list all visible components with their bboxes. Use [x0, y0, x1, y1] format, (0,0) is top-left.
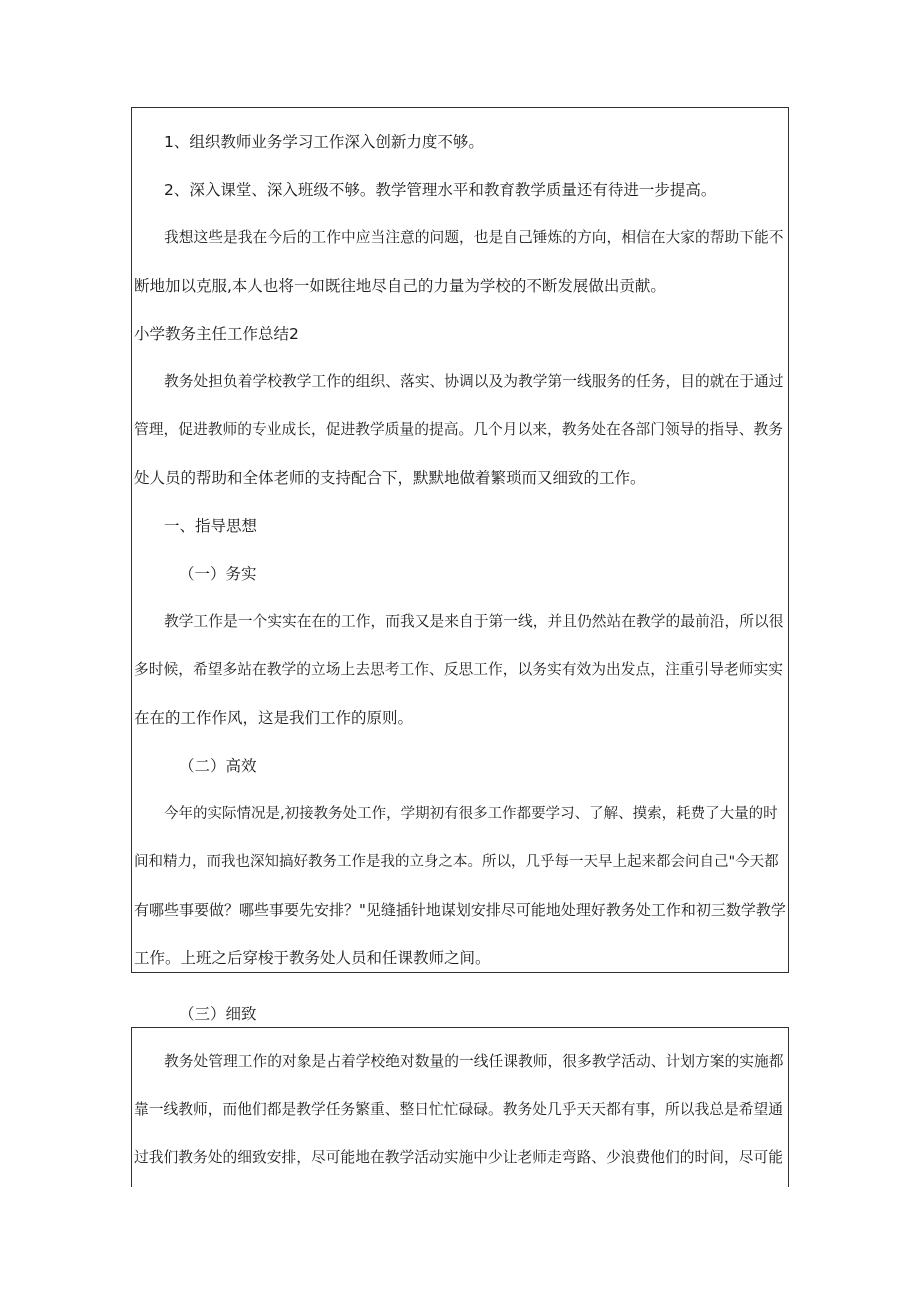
- paragraph-line: 处人员的帮助和全体老师的支持配合下，默默地做着繁琐而又细致的工作。: [134, 469, 646, 487]
- paragraph-line: 工作。上班之后穿梭于教务处人员和任课教师之间。: [134, 949, 491, 967]
- paragraph-line: 有哪些事要做？哪些事要先安排？"见缝插针地谋划安排尽可能地处理好教务处工作和初三数学教学: [134, 901, 786, 919]
- list-item-1: 1、组织教师业务学习工作深入创新力度不够。: [164, 133, 484, 151]
- paragraph-line: 我想这些是我在今后的工作中应当注意的问题，也是自己锤炼的方向，相信在大家的帮助下能不: [164, 229, 784, 246]
- paragraph-line: 教务处管理工作的对象是占着学校绝对数量的一线任课教师，很多教学活动、计划方案的实施都: [164, 1053, 784, 1070]
- paragraph-line: 今年的实际情况是,初接教务处工作，学期初有很多工作都要学习、了解、摸索，耗费了大量的时: [164, 806, 778, 822]
- paragraph-line: 教学工作是一个实实在在的工作，而我又是来自于第一线，并且仍然站在教学的最前沿，所以很: [164, 613, 784, 630]
- heading-guiding-thought: 一、指导思想: [164, 517, 258, 535]
- paragraph-line: 靠一线教师，而他们都是教学任务繁重、整日忙忙碌碌。教务处几乎天天都有事，所以我总是希望通: [134, 1101, 783, 1118]
- paragraph-line: 教务处担负着学校教学工作的组织、落实、协调以及为教学第一线服务的任务，目的就在于通过: [164, 373, 784, 390]
- list-item-2: 2、深入课堂、深入班级不够。教学管理水平和教育教学质量还有待进一步提高。: [164, 181, 717, 199]
- paragraph-line: 在在的工作作风，这是我们工作的原则。: [134, 709, 414, 727]
- subheading-practical: （一）务实: [179, 565, 257, 583]
- paragraph-line: 管理，促进教师的专业成长，促进教学质量的提高。几个月以来，教务处在各部门领导的指导、教务: [134, 421, 783, 438]
- subheading-efficient: （二）高效: [179, 757, 257, 775]
- paragraph-line: 断地加以克服,本人也将一如既往地尽自己的力量为学校的不断发展做出贡献。: [134, 277, 666, 295]
- paragraph-line: 多时候，希望多站在教学的立场上去思考工作、反思工作，以务实有效为出发点，注重引导老师实实: [134, 661, 783, 678]
- paragraph-line: 间和精力，而我也深知搞好教务工作是我的立身之本。所以，几乎每一天早上起来都会问自己"今天都: [134, 854, 779, 870]
- subheading-meticulous: （三）细致: [179, 1005, 257, 1023]
- paragraph-line: 过我们教务处的细致安排，尽可能地在教学活动实施中少让老师走弯路、少浪费他们的时间，尽可能: [134, 1149, 783, 1166]
- section-title: 小学教务主任工作总结2: [134, 325, 299, 343]
